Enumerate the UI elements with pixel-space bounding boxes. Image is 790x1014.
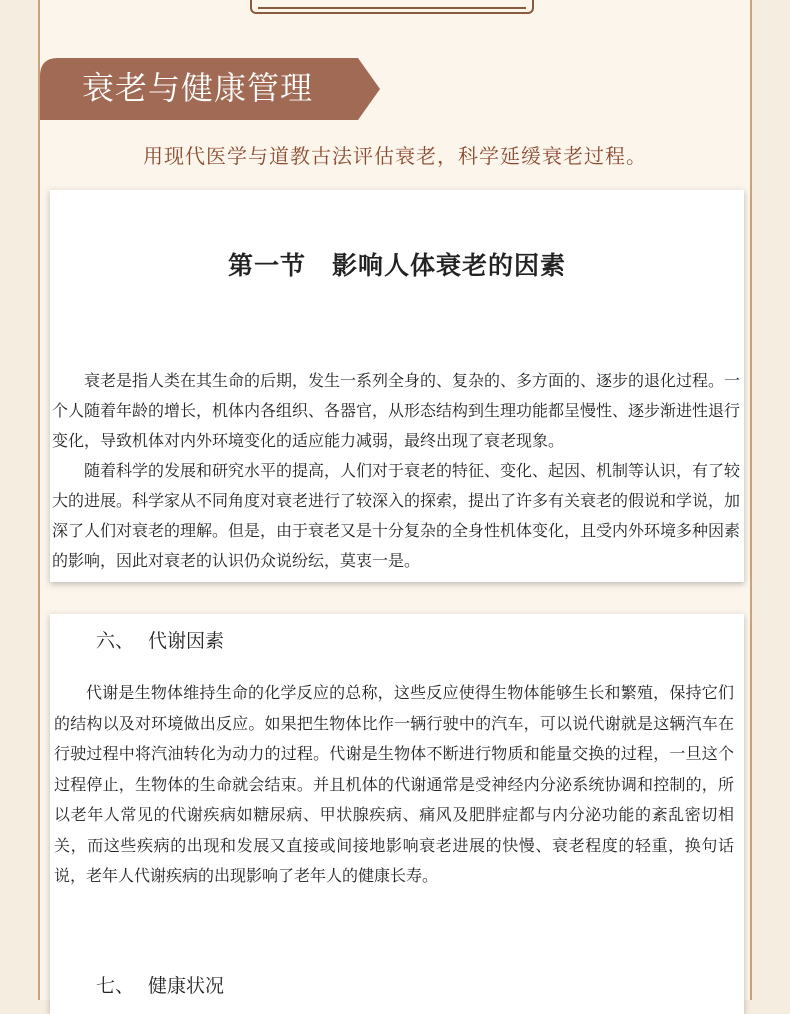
- page1-body: [52, 366, 740, 576]
- page2-body: [54, 678, 734, 892]
- section-title: 第一节 影响人体衰老的因素: [227, 251, 566, 280]
- book-page-1: [50, 190, 744, 582]
- subtitle: 用现代医学与道教古法评估衰老，科学延缓衰老过程。: [143, 144, 647, 168]
- heading-metabolism: [96, 626, 224, 653]
- paragraph: 随着科学的发展和研究水平的提高，人们对于衰老的特征、变化、起因、机制等认识，有了较大的进展。科学家从不同角度对衰老进行了较深入的探索，提出了许多有关衰老的假说和学说，加深了人们对衰老的理解。但是，由于衰老又是十分复杂的全身性机体变化，且受内外环境多种因素的影响，因此对衰老的认识仍众说纷纭，莫衷一是。: [52, 461, 741, 570]
- title-banner: [40, 58, 380, 120]
- heading-text: 健康状况: [148, 975, 225, 997]
- book-page-2: [50, 614, 744, 1014]
- paragraph: 代谢是生物体维持生命的化学反应的总称，这些反应使得生物体能够生长和繁殖，保持它们的结构以及对环境做出反应。如果把生物体比作一辆行驶中的汽车，可以说代谢就是这辆汽车在行驶过程中将汽油转化为动力的过程。代谢是生物体不断进行物质和能量交换的过程，一旦这个过程停止，生物体的生命就会结束。并且机体的代谢通常是受神经内分泌系统协调和控制的，所以老年人常见的代谢疾病如糖尿病、甲状腺疾病、痛风及肥胖症都与内分泌功能的紊乱密切相关，而这些疾病的出现和发展又直接或间接地影响衰老进展的快慢、衰老程度的轻重，换句话说，老年人代谢疾病的出现影响了老年人的健康长寿。: [54, 683, 734, 885]
- heading-text: 代谢因素: [148, 630, 225, 652]
- heading-health-status: [96, 971, 224, 998]
- heading-number: 七、: [96, 975, 135, 997]
- heading-number: 六、: [96, 630, 135, 652]
- top-ornament: [250, 0, 534, 14]
- banner-title: 衰老与健康管理: [82, 69, 314, 107]
- paragraph: 衰老是指人类在其生命的后期，发生一系列全身的、复杂的、多方面的、逐步的退化过程。一个人随着年龄的增长，机体内各组织、各器官，从形态结构到生理功能都呈慢性、逐步渐进性退行变化，导致机体对内外环境变化的适应能力减弱，最终出现了衰老现象。: [52, 371, 741, 450]
